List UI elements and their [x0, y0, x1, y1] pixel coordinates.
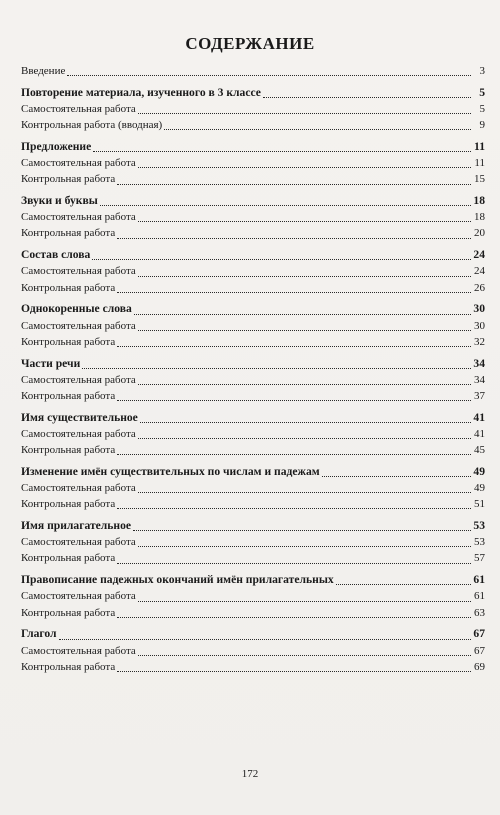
toc-page-number: 61 — [474, 590, 485, 603]
toc-entry-label: Повторение материала, изученного в 3 классе — [21, 85, 261, 99]
toc-entry-label: Правописание падежных окончаний имён прилагательных — [21, 573, 334, 587]
toc-entry-row — [21, 280, 485, 296]
toc-entry-label: Звуки и буквы — [21, 194, 98, 208]
dot-leader — [138, 592, 471, 602]
toc-entry-label: Контрольная работа (вводная) — [21, 119, 163, 132]
toc-section-row — [21, 139, 485, 155]
toc-entry-label: Контрольная работа — [21, 335, 116, 348]
dot-leader — [263, 88, 471, 98]
toc-page-number: 18 — [474, 211, 485, 224]
toc-entry-label: Введение — [21, 65, 66, 77]
toc-entry-label: Имя прилагательное — [21, 519, 132, 533]
toc-entry-label: Самостоятельная работа — [21, 265, 136, 278]
toc-entry-row — [21, 442, 485, 458]
page-title: СОДЕРЖАНИЕ — [185, 34, 315, 53]
toc-section-row — [21, 85, 485, 101]
toc-entry-label: Контрольная работа — [21, 660, 116, 673]
toc-page-number: 67 — [474, 644, 485, 657]
toc-entry-row — [21, 117, 485, 133]
toc-entry-row — [21, 496, 485, 512]
toc-section-row — [21, 410, 485, 426]
toc-page-number: 61 — [473, 573, 485, 587]
dot-leader — [117, 499, 471, 509]
toc-page-number: 45 — [474, 444, 485, 457]
dot-leader — [138, 646, 471, 656]
toc-entry-label: Предложение — [21, 139, 92, 153]
toc-page-number: 24 — [473, 248, 485, 262]
toc-entry-label: Самостоятельная работа — [21, 102, 136, 115]
toc-page-number: 20 — [474, 227, 485, 240]
toc-page-number: 11 — [474, 139, 485, 153]
dot-leader — [138, 212, 471, 222]
dot-leader — [92, 250, 471, 260]
dot-leader — [117, 662, 471, 672]
toc-entry-row — [21, 643, 485, 659]
toc-entry-row — [21, 550, 485, 566]
toc-entry-row — [21, 588, 485, 604]
dot-leader — [138, 267, 471, 277]
toc-entry-row — [21, 225, 485, 241]
toc-entry-label: Самостоятельная работа — [21, 536, 136, 549]
toc-page-number: 18 — [473, 194, 485, 208]
toc-page-number: 30 — [474, 319, 485, 332]
table-of-contents — [21, 63, 485, 675]
dot-leader — [336, 575, 471, 585]
toc-entry-label: Контрольная работа — [21, 444, 116, 457]
toc-page-number: 53 — [473, 519, 485, 533]
toc-page-number: 37 — [474, 389, 485, 402]
toc-page-number: 5 — [479, 85, 485, 99]
toc-entry-label: Контрольная работа — [21, 552, 116, 565]
toc-entry-row — [21, 372, 485, 388]
toc-entry-label: Контрольная работа — [21, 281, 116, 294]
toc-entry-row — [21, 171, 485, 187]
toc-page-number: 34 — [473, 356, 485, 370]
dot-leader — [138, 158, 471, 168]
page-number: 172 — [241, 768, 259, 780]
toc-entry-label: Самостоятельная работа — [21, 482, 136, 495]
dot-leader — [138, 375, 471, 385]
toc-entry-label: Изменение имён существительных по числам и падежам — [21, 464, 320, 478]
toc-section-row — [21, 572, 485, 588]
toc-entry-label: Самостоятельная работа — [21, 590, 136, 603]
toc-section-row — [21, 247, 485, 263]
toc-page-number: 30 — [473, 302, 485, 316]
dot-leader — [59, 630, 472, 640]
toc-entry-label: Контрольная работа — [21, 173, 116, 186]
toc-page-number: 34 — [474, 373, 485, 386]
dot-leader — [133, 521, 471, 531]
toc-section-row — [21, 193, 485, 209]
toc-entry-label: Контрольная работа — [21, 389, 116, 402]
toc-entry-row — [21, 318, 485, 334]
toc-page-number: 32 — [474, 335, 485, 348]
dot-leader — [138, 537, 471, 547]
dot-leader — [138, 429, 471, 439]
toc-page-number: 51 — [474, 498, 485, 511]
dot-leader — [67, 66, 471, 76]
toc-page-number: 41 — [473, 410, 485, 424]
toc-entry-row — [21, 426, 485, 442]
toc-entry-label: Самостоятельная работа — [21, 211, 136, 224]
toc-section-row — [21, 301, 485, 317]
toc-page-number: 3 — [479, 65, 485, 77]
toc-entry-label: Самостоятельная работа — [21, 427, 136, 440]
toc-entry-row — [21, 534, 485, 550]
toc-entry-row — [21, 605, 485, 621]
toc-page-number: 49 — [474, 482, 485, 495]
toc-page-number: 63 — [474, 606, 485, 619]
toc-page-number: 49 — [473, 464, 485, 478]
dot-leader — [117, 445, 471, 455]
toc-section-row — [21, 518, 485, 534]
toc-entry-label: Самостоятельная работа — [21, 157, 136, 170]
dot-leader — [117, 391, 471, 401]
toc-entry-label: Самостоятельная работа — [21, 373, 136, 386]
dot-leader — [117, 229, 471, 239]
dot-leader — [164, 120, 471, 130]
toc-page-number: 67 — [473, 627, 485, 641]
toc-entry-label: Контрольная работа — [21, 498, 116, 511]
toc-entry-label: Однокоренные слова — [21, 302, 132, 316]
toc-page-number: 57 — [474, 552, 485, 565]
dot-leader — [322, 467, 471, 477]
toc-section-row — [21, 626, 485, 642]
dot-leader — [140, 413, 471, 423]
toc-page-number: 15 — [474, 173, 485, 186]
dot-leader — [117, 554, 471, 564]
toc-page-number: 5 — [479, 102, 485, 115]
toc-entry-row — [21, 480, 485, 496]
toc-page-number: 26 — [474, 281, 485, 294]
toc-entry-label: Части речи — [21, 356, 81, 370]
toc-entry-label: Контрольная работа — [21, 227, 116, 240]
toc-entry-row — [21, 209, 485, 225]
toc-entry-label: Состав слова — [21, 248, 91, 262]
toc-entry-label: Самостоятельная работа — [21, 644, 136, 657]
dot-leader — [117, 608, 471, 618]
dot-leader — [138, 321, 471, 331]
toc-page-number: 69 — [474, 660, 485, 673]
toc-entry-row — [21, 63, 485, 79]
toc-entry-row — [21, 659, 485, 675]
toc-entry-label: Самостоятельная работа — [21, 319, 136, 332]
dot-leader — [138, 104, 471, 114]
toc-entry-row — [21, 334, 485, 350]
dot-leader — [134, 305, 471, 315]
toc-page-number: 41 — [474, 427, 485, 440]
toc-page-number: 9 — [479, 119, 485, 132]
toc-entry-row — [21, 388, 485, 404]
dot-leader — [138, 483, 471, 493]
toc-entry-label: Контрольная работа — [21, 606, 116, 619]
toc-page-number: 11 — [474, 157, 485, 170]
dot-leader — [117, 283, 471, 293]
toc-section-row — [21, 356, 485, 372]
toc-entry-label: Имя существительное — [21, 410, 138, 424]
dot-leader — [117, 337, 471, 347]
toc-section-row — [21, 464, 485, 480]
toc-page-number: 53 — [474, 536, 485, 549]
dot-leader — [82, 359, 471, 369]
toc-entry-row — [21, 155, 485, 171]
toc-page-number: 24 — [474, 265, 485, 278]
toc-entry-row — [21, 263, 485, 279]
toc-entry-label: Глагол — [21, 627, 57, 641]
dot-leader — [100, 196, 471, 206]
dot-leader — [93, 142, 471, 152]
toc-entry-row — [21, 101, 485, 117]
dot-leader — [117, 175, 471, 185]
